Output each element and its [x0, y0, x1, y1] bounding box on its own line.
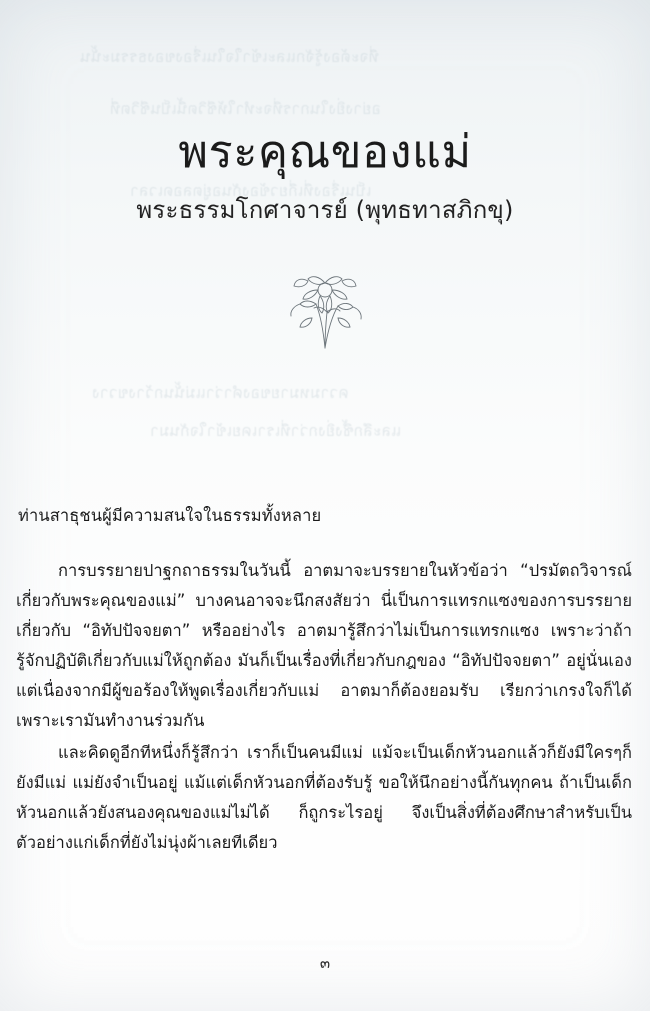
show-through-line: เป็นเรื่องที่เกี่ยวข้องกันอยู่ตลอดเวลา: [130, 182, 372, 200]
page-title: พระคุณของแม่: [178, 125, 472, 179]
page-number: ๓: [319, 954, 331, 972]
show-through-line: ที่จะต้องรู้จักและเข้าใจในเรื่องของธรรมะนั้น: [80, 48, 380, 66]
show-through-line: ความหมายของคำว่าแม่นั้นกว้างขวาง: [92, 384, 349, 402]
author-name: พระธรรมโกศาจารย์ (พุทธทาสภิกขุ): [136, 196, 514, 224]
salutation-line: ท่านสาธุชนผู้มีความสนใจในธรรมทั้งหลาย: [18, 506, 322, 525]
show-through-line: อย่างยิ่งในการที่จะทำให้ชีวิตนี้เป็นชีวิตที่: [110, 100, 381, 118]
show-through-line: และลึกซึ้งยิ่งกว่าที่เราเคยเข้าใจกันมา: [150, 422, 402, 440]
paragraph: และคิดดูอีกทีหนึ่งก็รู้สึกว่า เราก็เป็นคนมีแม่ แม้จะเป็นเด็กหัวนอกแล้วก็ยังมีใครๆก็ยังมีแม่ แม่ยังจำเป็นอยู่ แม้แต่เด็กหัวนอกที่ต้องรับรู้ ขอให้นึกอย่างนี้กันทุกคน ถ้าเป็นเด็กหัวนอกแล้วยังสนองคุณของแม่ไม่ได้ ก็ถูกระไรอยู่ จึงเป็นสิ่งที่ต้องศึกษาสำหรับเป็นตัวอย่างแก่เด็กที่ยังไม่นุ่งผ้าเลยทีเดียว: [16, 743, 632, 852]
paragraph: การบรรยายปาฐกถาธรรมในวันนี้ อาตมาจะบรรยายในหัวข้อว่า “ปรมัตถวิจารณ์เกี่ยวกับพระคุณของแม่” บางคนอาจจะนึกสงสัยว่า นี่เป็นการแทรกแซงของการบรรยายเกี่ยวกับ “อิทัปปัจจยตา” หรืออย่างไร อาตมารู้สึกว่าไม่เป็นการแทรกแซง เพราะว่าถ้ารู้จักปฏิบัติเกี่ยวกับแม่ให้ถูกต้อง มันก็เป็นเรื่องที่เกี่ยวกับกฎของ “อิทัปปัจจยตา” อยู่นั่นเอง แต่เนื่องจากมีผู้ขอร้องให้พูดเรื่องเกี่ยวกับแม่ อาตมาก็ต้องยอมรับ เรียกว่าเกรงใจก็ได้ เพราะเรามันทำงานร่วมกัน: [16, 561, 632, 730]
floral-ornament-icon: [270, 256, 380, 356]
body-text: [16, 556, 632, 860]
